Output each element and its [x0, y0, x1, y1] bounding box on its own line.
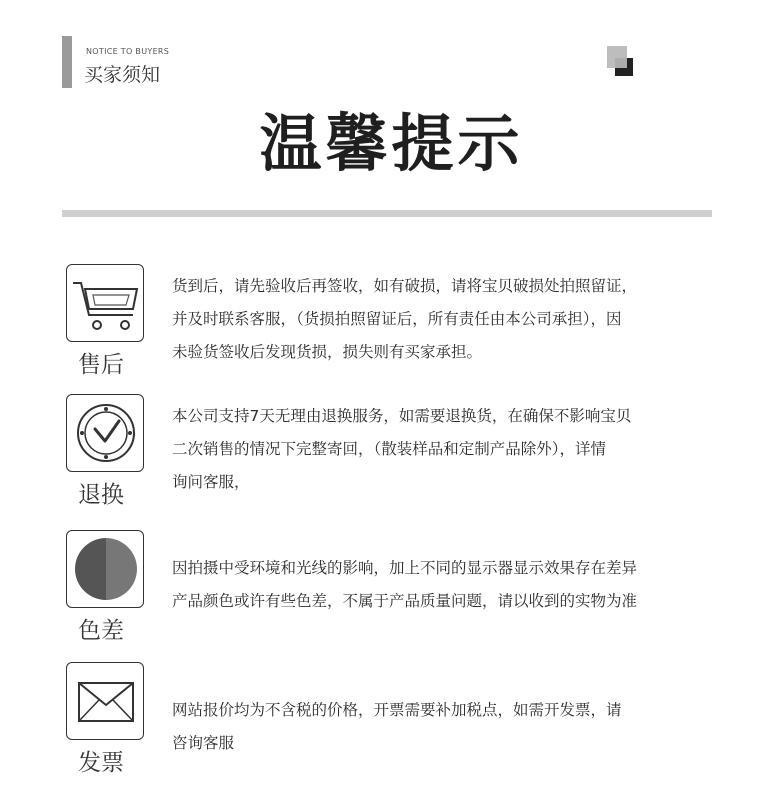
item-text-line: 货到后，请先验收后再签收，如有破损，请将宝贝破损处拍照留证， — [172, 277, 638, 295]
item-text-line: 本公司支持7天无理由退换服务，如需要退换货，在确保不影响宝贝 — [172, 407, 632, 425]
color-circle-icon — [66, 530, 144, 608]
envelope-icon — [66, 662, 144, 740]
item-text-line: 二次销售的情况下完整寄回，（散装样品和定制产品除外），详情 — [172, 440, 607, 458]
item-label: 发票 — [78, 750, 124, 776]
item-label: 色差 — [78, 618, 124, 644]
title-divider — [62, 210, 712, 217]
item-text-line: 未验货签收后发现货损，损失则有买家承担。 — [172, 343, 483, 361]
clock-icon — [66, 394, 144, 472]
item-text-line: 网站报价均为不含税的价格，开票需要补加税点，如需开发票，请 — [172, 701, 622, 719]
item-label: 售后 — [78, 352, 124, 378]
shopping-cart-icon — [66, 264, 144, 342]
item-description — [172, 552, 720, 618]
corner-square-icon — [607, 46, 635, 78]
item-text-line: 询问客服， — [172, 473, 250, 491]
item-description — [172, 694, 720, 760]
item-description — [172, 400, 720, 499]
notice-accent-bar — [62, 36, 72, 88]
item-text-line: 产品颜色或许有些色差，不属于产品质量问题，请以收到的实物为准 — [172, 592, 638, 610]
item-text-line: 因拍摄中受环境和光线的影响，加上不同的显示器显示效果存在差异 — [172, 559, 638, 577]
notice-chinese-label: 买家须知 — [84, 64, 161, 86]
item-description — [172, 270, 720, 369]
item-label: 退换 — [78, 482, 124, 508]
item-text-line: 咨询客服 — [172, 734, 235, 752]
page-title: 温馨提示 — [259, 107, 524, 180]
notice-header — [62, 36, 222, 88]
notice-english-label: NOTICE TO BUYERS — [86, 47, 170, 56]
item-text-line: 并及时联系客服，（货损拍照留证后，所有责任由本公司承担），因 — [172, 310, 622, 328]
